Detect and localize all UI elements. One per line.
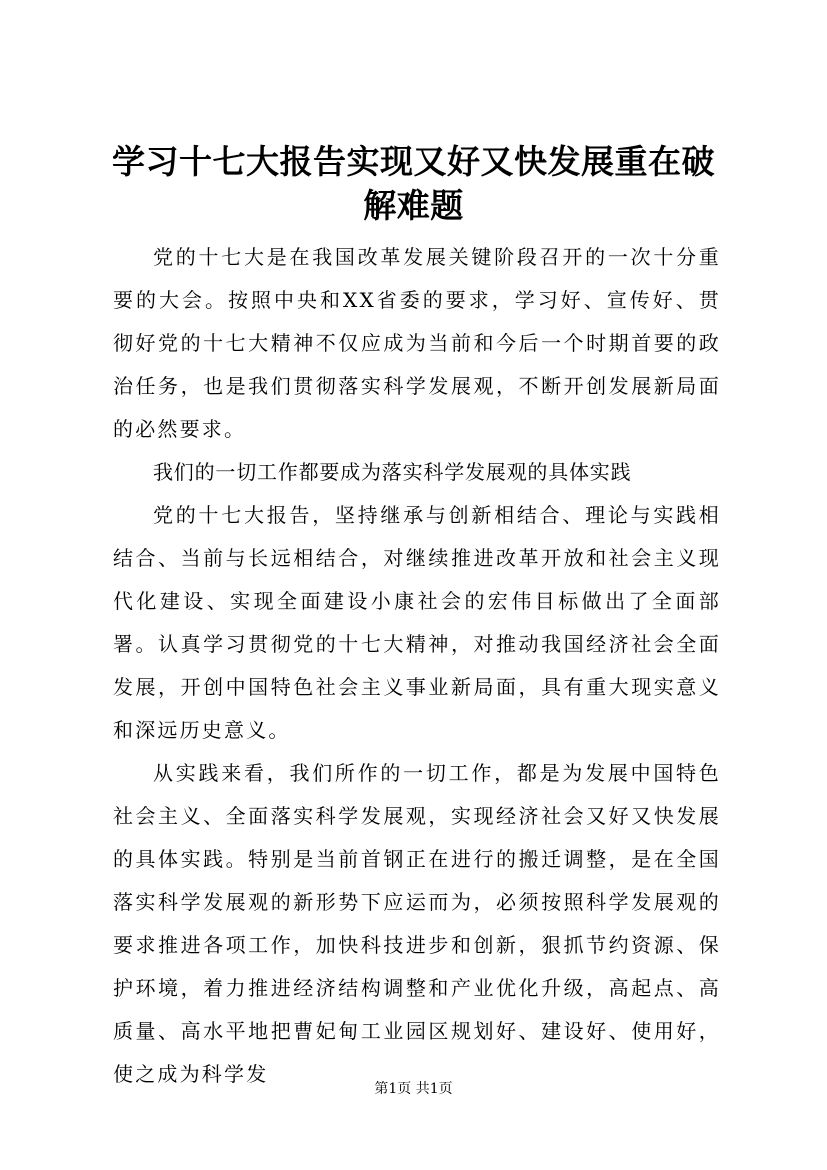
- body-paragraph: 党的十七大报告，坚持继承与创新相结合、理论与实践相结合、当前与长远相结合，对继续推进改革开放和社会主义现代化建设、实现全面建设小康社会的宏伟目标做出了全面部署。认真学习贯彻党的十七大精神，对推动我国经济社会全面发展，开创中国特色社会主义事业新局面，具有重大现实意义和深远历史意义。: [113, 503, 721, 742]
- document-body: [113, 236, 721, 1096]
- body-paragraph: 党的十七大是在我国改革发展关键阶段召开的一次十分重要的大会。按照中央和XX省委的要求，学习好、宣传好、贯彻好党的十七大精神不仅应成为当前和今后一个时期首要的政治任务，也是我们贯彻落实科学发展观，不断开创发展新局面的必然要求。: [113, 245, 721, 441]
- page-footer: 第1页 共1页: [374, 1081, 453, 1097]
- document-title: 学习十七大报告实现又好又快发展重在破解难题: [112, 142, 715, 225]
- body-paragraph: 从实践来看，我们所作的一切工作，都是为发展中国特色社会主义、全面落实科学发展观，实现经济社会又好又快发展的具体实践。特别是当前首钢正在进行的搬迁调整，是在全国落实科学发展观的新形势下应运而为，必须按照科学发展观的要求推进各项工作，加快科技进步和创新，狠抓节约资源、保护环境，着力推进经济结构调整和产业优化升级，高起点、高质量、高水平地把曹妃甸工业园区规划好、建设好、使用好，使之成为科学发: [113, 761, 721, 1086]
- section-heading: 我们的一切工作都要成为落实科学发展观的具体实践: [153, 460, 632, 484]
